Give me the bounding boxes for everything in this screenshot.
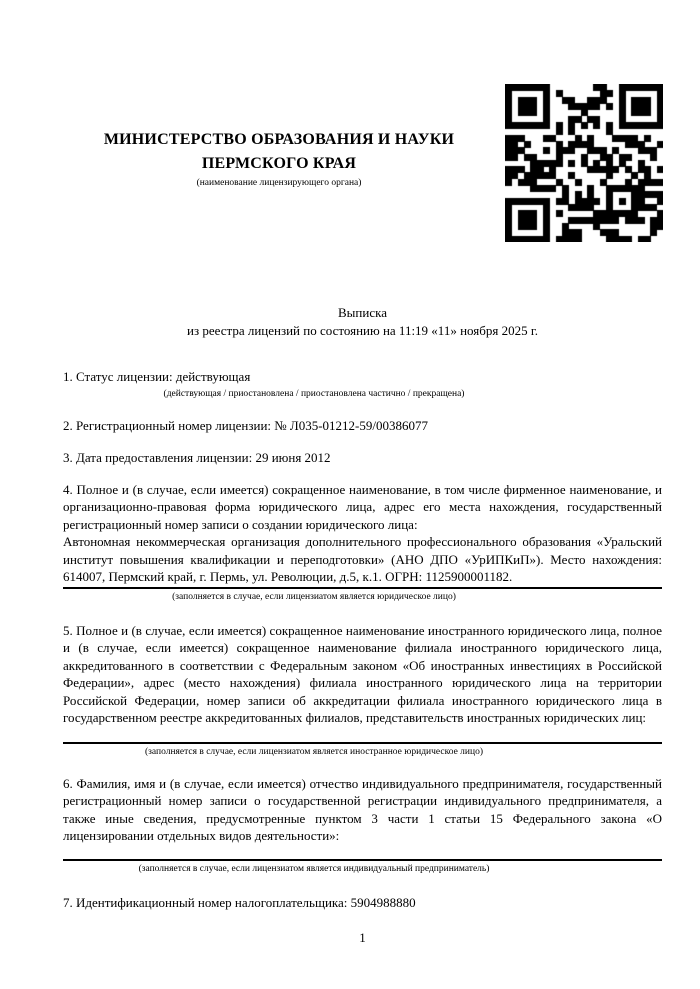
foreign-entity-caption: (заполняется в случае, если лицензиатом является иностранное юридическое лицо)	[145, 746, 483, 757]
foreign-entity-section-text: 5. Полное и (в случае, если имеется) сокращенное наименование иностранного юридического лица, полное и (в случае, если имеется) сокращенное наименование филиала иностранного юридического лица, аккредитованного в соответствии с Федеральным законом «Об иностранных инвестициях в Российской Федерации», адрес (место нахождения) филиала иностранного юридического лица на территории Российской Федерации, номер записи об аккредитации филиала иностранного юридического лица в государственном реестре аккредитованных филиалов, представительств иностранных юридических лиц:	[63, 622, 662, 725]
licensing-authority-header	[55, 128, 503, 190]
legal-entity-section-text: 4. Полное и (в случае, если имеется) сокращенное наименование, в том числе фирменное наименование, и организационно-правовая форма юридического лица, адрес его места нахождения, государственный регистрационный номер записи о создании юридического лица:	[63, 481, 662, 532]
qr-code-icon	[505, 84, 663, 242]
legal-entity-caption: (заполняется в случае, если лицензиатом является юридическое лицо)	[172, 591, 456, 602]
ministry-name-line1: МИНИСТЕРСТВО ОБРАЗОВАНИЯ И НАУКИ	[103, 131, 455, 148]
registration-number-item: 2. Регистрационный номер лицензии: № Л035-01212-59/00386077	[63, 417, 429, 433]
entrepreneur-caption: (заполняется в случае, если лицензиатом является индивидуальный предприниматель)	[138, 863, 490, 874]
page-number: 1	[359, 930, 366, 945]
legal-entity-separator-line	[63, 587, 662, 589]
entrepreneur-section-text: 6. Фамилия, имя и (в случае, если имеется) отчество индивидуального предпринимателя, государственный регистрационный номер записи о государственной регистрации индивидуального предпринимателя, а также иные сведения, предусмотренные пунктом 3 части 1 статьи 15 Федерального закона «О лицензировании отдельных видов деятельности»:	[63, 775, 662, 843]
document-title-line2: из реестра лицензий по состоянию на 11:19 «11» ноября 2025 г.	[187, 322, 538, 338]
document-title	[63, 304, 662, 339]
license-status-item: 1. Статус лицензии: действующая	[63, 369, 251, 384]
legal-entity-value: Автономная некоммерческая организация дополнительного профессионального образования «Уральский институт повышения квалификации и переподготовки» (АНО ДПО «УрИПКиП»). Место нахождения: 614007, Пермский край, г. Пермь, ул. Революции, д.5, к.1. ОГРН: 1125900001182.	[63, 534, 662, 584]
taxpayer-number-item: 7. Идентификационный номер налогоплательщика: 5904988880	[63, 894, 416, 910]
ministry-name-line2: ПЕРМСКОГО КРАЯ	[201, 155, 357, 172]
entrepreneur-separator-line	[63, 859, 662, 861]
ministry-name-caption: (наименование лицензирующего органа)	[196, 178, 362, 188]
grant-date-item: 3. Дата предоставления лицензии: 29 июня 2012	[63, 450, 331, 465]
document-body	[63, 304, 662, 947]
document-title-line1: Выписка	[338, 305, 387, 320]
license-status-options-caption: (действующая / приостановлена / приостановлена частично / прекращена)	[163, 388, 465, 399]
foreign-entity-separator-line	[63, 742, 662, 744]
